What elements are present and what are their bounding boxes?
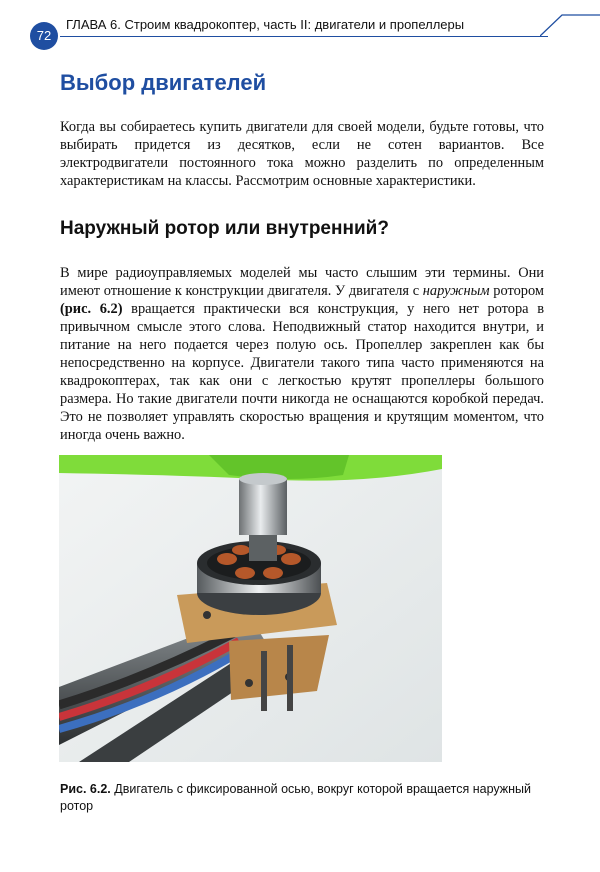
section-title: Выбор двигателей [60,70,267,95]
body-paragraph [60,264,544,444]
running-header: ГЛАВА 6. Строим квадрокоптер, часть II: двигатели и пропеллеры [66,17,465,32]
caption-text: Двигатель с фиксированной осью, вокруг которой вращается наружный ротор [60,782,532,813]
caption-label: Рис. 6.2. [60,782,111,796]
motor-photo [59,455,442,762]
header-rule-slant [540,14,600,38]
paragraph-text: вращается практически вся конструкция, у него нет ротора в привычном смысле этого слова. Неподвижный статор находится внутри, и питание на него подается через полую ось. Пропеллер закреплен как бы непосредственно на корпусе. Двигатели такого типа часто применяются на квадрокоптерах, так как они с легкостью крутят пропеллеры большого размера. Но такие двигатели почти никогда не оснащаются коробкой передач. Это не позволяет управлять скоростью вращения и крутящим моментом, что иногда очень важно. [60,301,544,443]
intro-paragraph: Когда вы собираетесь купить двигатели для своей модели, будьте готовы, что выбирать придется из десятков, если не сотен вариантов. Все электродвигатели постоянного тока можно разделить по определенным характеристикам на классы. Рассмотрим основные характеристики. [60,119,544,189]
figure-reference: (рис. 6.2) [60,301,123,317]
subsection-title: Наружный ротор или внутренний? [60,218,389,239]
paragraph-text: ротором [489,283,544,299]
page-number: 72 [36,28,52,43]
page-number-badge [30,22,58,50]
motor-illustration [59,455,442,762]
figure-caption [60,781,544,815]
header-rule [60,36,548,37]
emphasis-text: наружным [422,283,490,299]
paragraph-text: В мире радиоуправляемых моделей мы часто слышим эти термины. Они имеют отношение к конструкции двигателя. У двигателя с [60,265,544,299]
